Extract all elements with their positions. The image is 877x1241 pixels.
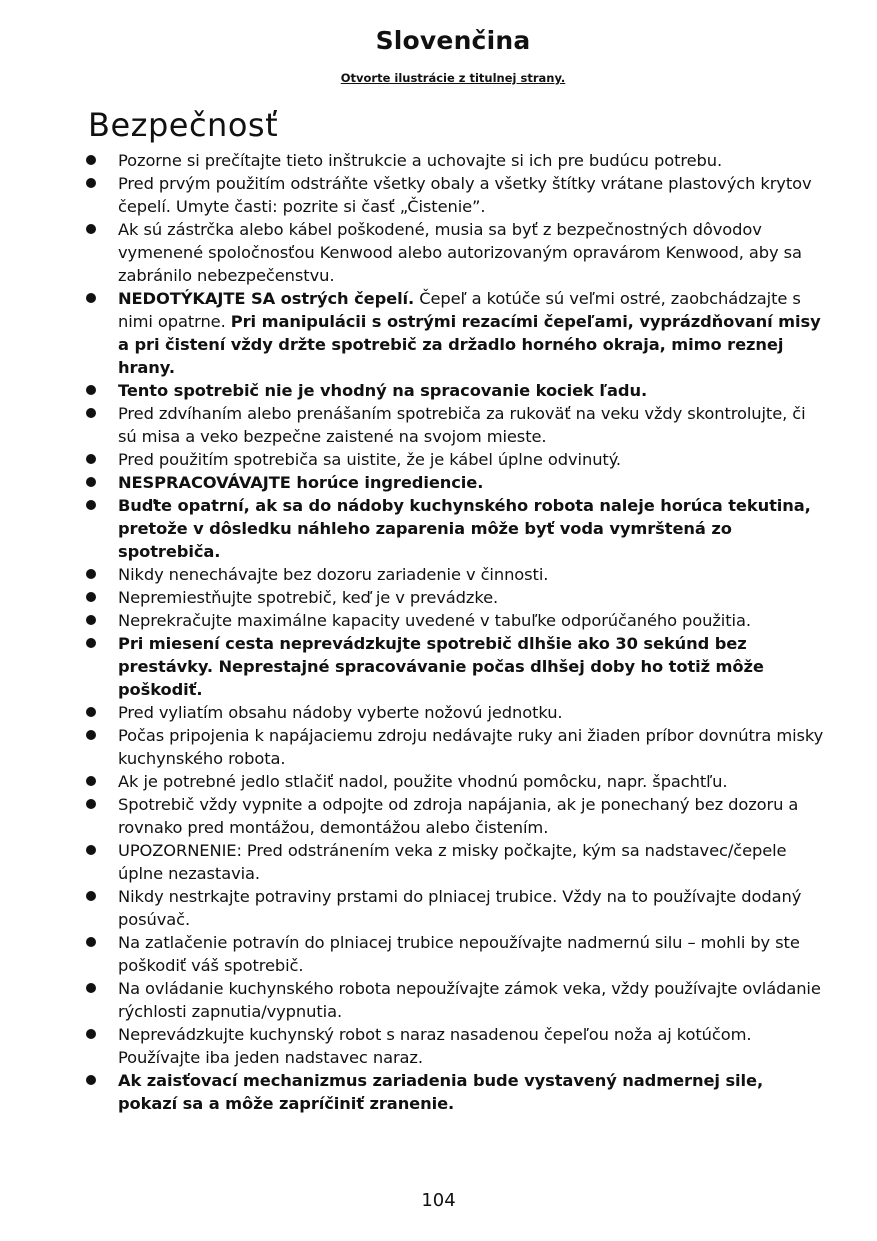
list-item-text: Ak zaisťovací mechanizmus zariadenia bude vystavený nadmernej sile, pokazí sa a môže zapríčiniť zranenie.: [118, 1071, 764, 1113]
list-item: [86, 448, 826, 471]
bullet-icon: [86, 408, 96, 418]
bullet-icon: [86, 845, 96, 855]
bullet-icon: [86, 615, 96, 625]
bullet-icon: [86, 500, 96, 510]
bullet-icon: [86, 1029, 96, 1039]
list-item: [86, 494, 826, 563]
list-item: [86, 632, 826, 701]
list-item-text: Na ovládanie kuchynského robota nepoužívajte zámok veka, vždy používajte ovládanie rýchlosti zapnutia/vypnutia.: [118, 979, 821, 1021]
list-item-text: Tento spotrebič nie je vhodný na spracovanie kociek ľadu.: [118, 381, 648, 400]
bullet-icon: [86, 155, 96, 165]
bullet-icon: [86, 592, 96, 602]
page-subtitle: Otvorte ilustrácie z titulnej strany.: [340, 71, 566, 85]
list-item-text: Ak sú zástrčka alebo kábel poškodené, musia sa byť z bezpečnostných dôvodov vymenené spoločnosťou Kenwood alebo autorizovaným opravárom Kenwood, aby sa zabránilo nebezpečenstvu.: [118, 220, 802, 285]
list-item: [86, 931, 826, 977]
bullet-icon: [86, 937, 96, 947]
list-item: [86, 563, 826, 586]
list-item: [86, 172, 826, 218]
list-item: [86, 770, 826, 793]
list-item-text: Čepeľ a kotúče sú veľmi ostré, zaobchádzajte s nimi opatrne.: [118, 289, 801, 331]
list-item-text: Spotrebič vždy vypnite a odpojte od zdroja napájania, ak je ponechaný bez dozoru a rovnako pred montážou, demontážou alebo čistením.: [118, 795, 799, 837]
list-item-text: Pred prvým použitím odstráňte všetky obaly a všetky štítky vrátane plastových krytov čepelí. Umyte časti: pozrite si časť „Čistenie”.: [118, 174, 812, 216]
list-item-text: Buďte opatrní, ak sa do nádoby kuchynského robota naleje horúca tekutina, pretože v dôsledku náhleho zaparenia môže byť voda vymrštená zo spotrebiča.: [118, 496, 811, 561]
list-item: [86, 609, 826, 632]
bullet-icon: [86, 569, 96, 579]
bullet-icon: [86, 178, 96, 188]
bullet-icon: [86, 1075, 96, 1085]
list-item: [86, 1023, 826, 1069]
list-item: [86, 149, 826, 172]
bullet-icon: [86, 891, 96, 901]
list-item-text: Nikdy nenechávajte bez dozoru zariadenie v činnosti.: [118, 565, 549, 584]
list-item-text: Nikdy nestrkajte potraviny prstami do plniacej trubice. Vždy na to používajte dodaný posúvač.: [118, 887, 802, 929]
page-title: Slovenčina: [375, 26, 531, 55]
bullet-icon: [86, 730, 96, 740]
list-item: [86, 218, 826, 287]
list-item: [86, 402, 826, 448]
bullet-icon: [86, 224, 96, 234]
list-item-text: NEDOTÝKAJTE SA ostrých čepelí.: [118, 289, 415, 308]
bullet-icon: [86, 776, 96, 786]
list-item: [86, 701, 826, 724]
list-item-text: Pri miesení cesta neprevádzkujte spotrebič dlhšie ako 30 sekúnd bez prestávky. Neprestajné spracovávanie počas dlhšej doby ho totiž môže poškodiť.: [118, 634, 764, 699]
list-item: [86, 724, 826, 770]
list-item-text: Neprevádzkujte kuchynský robot s naraz nasadenou čepeľou noža aj kotúčom. Používajte iba jeden nadstavec naraz.: [118, 1025, 752, 1067]
list-item-text: Neprekračujte maximálne kapacity uvedené v tabuľke odporúčaného použitia.: [118, 611, 751, 630]
list-item: [86, 379, 826, 402]
bullet-icon: [86, 707, 96, 717]
list-item-text: Nepremiestňujte spotrebič, keď je v prevádzke.: [118, 588, 499, 607]
bullet-icon: [86, 385, 96, 395]
list-item-text: NESPRACOVÁVAJTE horúce ingrediencie.: [118, 473, 484, 492]
list-item-text: Pozorne si prečítajte tieto inštrukcie a uchovajte si ich pre budúcu potrebu.: [118, 151, 723, 170]
page-number: 104: [421, 1190, 456, 1211]
bullet-icon: [86, 454, 96, 464]
list-item: [86, 471, 826, 494]
bullet-icon: [86, 477, 96, 487]
list-item-text: Pri manipulácii s ostrými rezacími čepeľami, vyprázdňovaní misy a pri čistení vždy držte spotrebič za držadlo horného okraja, mimo reznej hrany.: [118, 312, 821, 377]
list-item: [86, 287, 826, 379]
bullet-icon: [86, 799, 96, 809]
list-item: [86, 586, 826, 609]
bullet-icon: [86, 638, 96, 648]
bullet-icon: [86, 983, 96, 993]
list-item-text: UPOZORNENIE: Pred odstránením veka z misky počkajte, kým sa nadstavec/čepele úplne nezastavia.: [118, 841, 787, 883]
list-item: [86, 793, 826, 839]
list-item-text: Pred zdvíhaním alebo prenášaním spotrebiča za rukoväť na veku vždy skontrolujte, či sú misa a veko bezpečne zaistené na svojom mieste.: [118, 404, 806, 446]
list-item-text: Na zatlačenie potravín do plniacej trubice nepoužívajte nadmernú silu – mohli by ste poškodiť váš spotrebič.: [118, 933, 800, 975]
list-item: [86, 1069, 826, 1115]
list-item: [86, 839, 826, 885]
list-item-text: Pred vyliatím obsahu nádoby vyberte nožovú jednotku.: [118, 703, 563, 722]
list-item: [86, 977, 826, 1023]
list-item-text: Počas pripojenia k napájaciemu zdroju nedávajte ruky ani žiaden príbor dovnútra misky kuchynského robota.: [118, 726, 824, 768]
section-heading: Bezpečnosť: [88, 106, 279, 144]
list-item-text: Ak je potrebné jedlo stlačiť nadol, použite vhodnú pomôcku, napr. špachtľu.: [118, 772, 728, 791]
safety-list: [86, 149, 826, 1115]
bullet-icon: [86, 293, 96, 303]
list-item-text: Pred použitím spotrebiča sa uistite, že je kábel úplne odvinutý.: [118, 450, 621, 469]
list-item: [86, 885, 826, 931]
